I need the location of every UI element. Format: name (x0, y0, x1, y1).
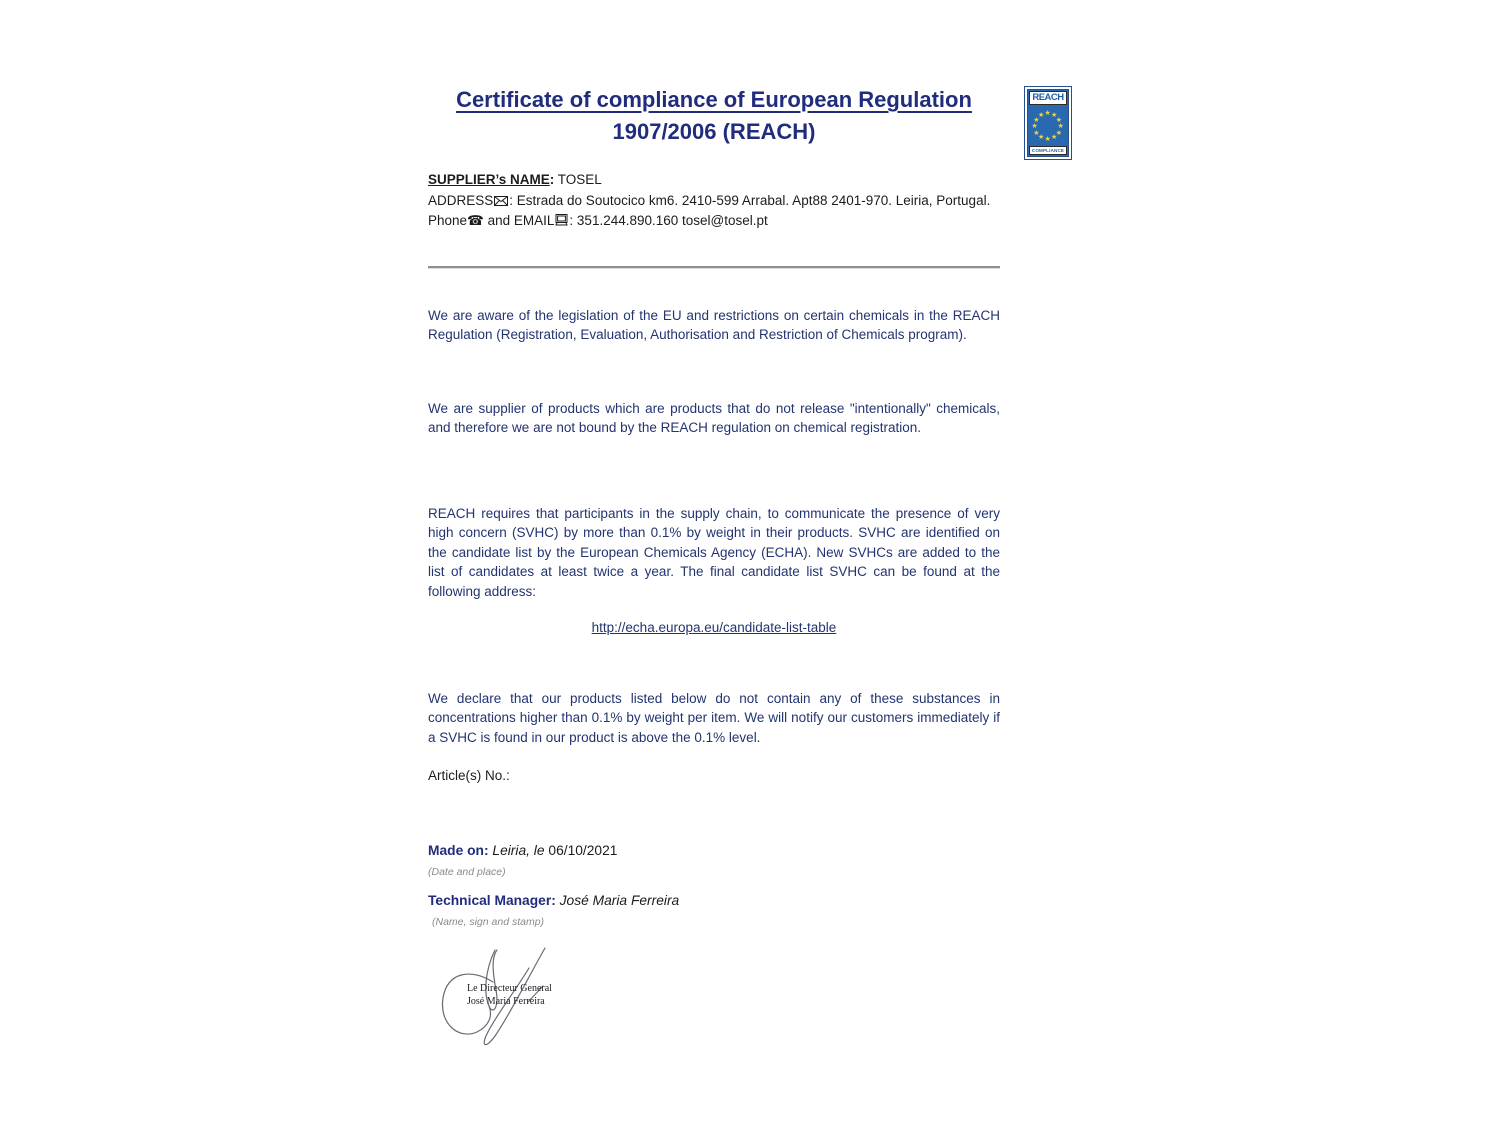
phone-icon: ☎ (467, 213, 484, 229)
signature-area (433, 940, 573, 1065)
supplier-name-label: SUPPLIER’s NAME (428, 172, 550, 187)
paragraph-declare: We declare that our products listed below do not contain any of these substances in concentrations higher than 0.1% by weight per item. We will notify our customers immediately if a SVHC is found in our product is above the 0.1% level. (428, 690, 1000, 745)
supplier-address-line (428, 191, 1000, 212)
contact-value: : 351.244.890.160 tosel@tosel.pt (569, 213, 768, 229)
eu-star-icon: ★ (1055, 129, 1063, 137)
paragraph-aware: We are aware of the legislation of the EU and restrictions on certain chemicals in the REACH Regulation (Registration, Evaluation, Authorisation and Restriction of Chemicals program). (428, 307, 1000, 342)
phone-label: Phone (428, 213, 468, 229)
stamp-line2: José Maria Ferreira (467, 996, 545, 1007)
supplier-name-line (428, 170, 1000, 191)
candidate-list-link[interactable]: http://echa.europa.eu/candidate-list-table (591, 620, 837, 635)
technical-manager-line (428, 893, 1000, 908)
page-title-line2: 1907/2006 (REACH) (612, 119, 816, 144)
eu-star-icon: ★ (1057, 123, 1064, 130)
eu-star-icon: ★ (1038, 111, 1045, 119)
technical-manager-name: José Maria Ferreira (555, 893, 680, 908)
made-on-line (428, 843, 1000, 858)
eu-star-icon: ★ (1051, 111, 1058, 119)
address-value: : Estrada do Soutocico km6. 2410-599 Arrabal. Apt88 2401-970. Leiria, Portugal. (509, 192, 991, 208)
supplier-block (428, 170, 1000, 232)
made-on-place: Leiria, le (488, 843, 549, 858)
paragraph-reach-requires: REACH requires that participants in the supply chain, to communicate the presence of very high concern (SVHC) by more than 0.1% by weight in their products. SVHC are identified on the candidate list by the European Chemicals Agency (ECHA). New SVHCs are added to the list of candidates at least twice a year. The final candidate list SVHC can be found at the following address: (428, 505, 1000, 599)
supplier-contact-line (428, 211, 1000, 232)
name-sign-stamp-caption: (Name, sign and stamp) (432, 916, 545, 928)
supplier-name-colon: : (549, 172, 555, 187)
eu-star-icon: ★ (1033, 116, 1040, 124)
reach-logo-inner (1027, 89, 1069, 157)
reach-logo-title: REACH (1029, 91, 1067, 105)
eu-star-icon: ★ (1044, 110, 1051, 117)
address-label: ADDRESS (428, 192, 494, 208)
page-title (428, 84, 1000, 148)
date-place-caption: (Date and place) (428, 866, 506, 878)
supplier-name-value: TOSEL (554, 172, 602, 187)
paragraph-supplier-products: We are supplier of products which are products that do not release "intentionally" chemicals, and therefore we are not bound by the REACH regulation on chemical registration. (428, 400, 1000, 435)
candidate-list-link-line (428, 620, 1000, 635)
made-on-label: Made on: (428, 843, 489, 858)
eu-star-icon: ★ (1055, 116, 1063, 124)
technical-manager-label: Technical Manager: (428, 893, 556, 908)
reach-logo-compliance-label: COMPLIANCE (1029, 146, 1067, 155)
page-title-line1: Certificate of compliance of European Regulation (456, 87, 972, 112)
eu-star-icon: ★ (1033, 129, 1040, 137)
stamp-line1: Le Directeur General (467, 983, 552, 994)
horizontal-divider (428, 266, 1000, 269)
envelope-icon (494, 196, 508, 206)
eu-star-icon: ★ (1051, 134, 1058, 142)
eu-star-icon: ★ (1031, 123, 1038, 130)
made-on-date: 06/10/2021 (548, 843, 618, 858)
eu-star-icon: ★ (1038, 134, 1045, 142)
article-number-line: Article(s) No.: (428, 768, 510, 783)
stamp-text (467, 982, 552, 1008)
reach-compliance-logo (1024, 86, 1072, 160)
and-email-label: and EMAIL (483, 213, 555, 229)
computer-icon (555, 214, 568, 226)
eu-star-icon: ★ (1044, 136, 1051, 143)
eu-stars-circle (1028, 106, 1068, 145)
document-content (428, 0, 1000, 1125)
